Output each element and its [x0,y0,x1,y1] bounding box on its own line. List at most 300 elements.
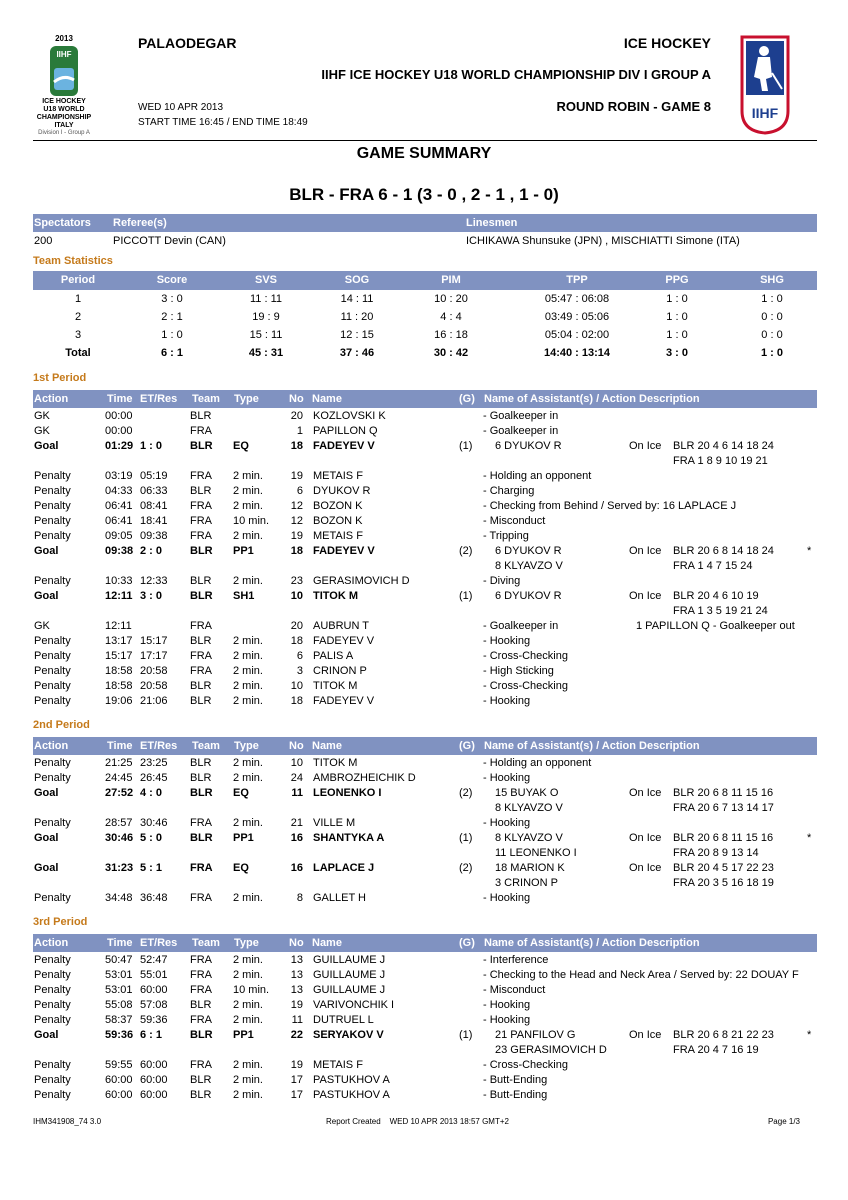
action-cell: BLR [190,575,212,587]
action-cell: 2 min. [233,1074,263,1086]
action-cell: 58:37 [105,1014,133,1026]
action-cell: VARIVONCHIK I [313,999,395,1011]
team-stats-cell: 4 : 4 [440,311,462,323]
action-cell: 8 KLYAVZO V [495,832,563,844]
action-row [33,694,817,709]
action-cell: BLR 20 6 8 14 18 24 [673,545,774,557]
action-row [33,664,817,679]
action-cell: 05:19 [140,470,168,482]
action-cell: FRA [190,1014,212,1026]
action-header-col: No [289,937,304,949]
team-stats-cell: 14:40 : 13:14 [543,347,611,359]
action-row [33,409,817,424]
action-cell: BLR [190,757,212,769]
action-cell: BLR 20 6 8 11 15 16 [673,787,774,799]
action-cell: BLR [190,1089,212,1101]
action-cell: - Checking from Behind / Served by: 16 LAPLACE J [483,500,737,512]
officials-header [33,214,817,232]
team-stats-row [33,326,817,344]
action-cell: PASTUKHOV A [313,1089,390,1101]
action-row [33,484,817,499]
action-cell: 20:58 [140,680,168,692]
action-cell: 2 min. [233,530,263,542]
team-stats-cell: 03:49 : 05:06 [544,311,610,323]
action-cell: BLR [190,832,213,844]
action-cell: FRA [190,984,212,996]
action-cell: METAIS F [313,470,363,482]
action-cell: GUILLAUME J [313,969,386,981]
iihf-logo [738,33,792,135]
action-cell: 53:01 [105,969,133,981]
action-cell: FRA [190,969,212,981]
action-cell: - Cross-Checking [483,1059,568,1071]
action-header-col: Team [192,937,220,949]
action-cell: 60:00 [105,1089,133,1101]
action-cell: - Hooking [483,695,531,707]
action-cell: 2 : 0 [140,545,163,557]
action-cell: 5 : 1 [140,862,163,874]
action-cell: Penalty [34,954,71,966]
score-line: BLR - FRA 6 - 1 (3 - 0 , 2 - 1 , 1 - 0) [289,185,559,204]
action-cell: - Diving [483,575,521,587]
footer-created: Report Created WED 10 APR 2013 18:57 GMT+2 [326,1117,509,1126]
action-cell: Penalty [34,1014,71,1026]
action-header-col: Action [34,740,69,752]
action-header-col: Team [192,740,220,752]
action-table-header [33,390,817,408]
action-header-col: ET/Res [140,740,178,752]
action-cell: 23 GERASIMOVICH D [495,1044,607,1056]
action-row [33,968,817,983]
action-cell: 60:00 [105,1074,133,1086]
action-cell: 60:00 [140,1059,168,1071]
action-row [33,953,817,968]
team-stats-col-2: SVS [254,274,277,286]
action-cell: 8 KLYAVZO V [495,802,563,814]
action-cell: BLR [190,545,213,557]
action-cell: TITOK M [313,590,359,602]
action-cell: 57:08 [140,999,168,1011]
action-cell: On Ice [629,787,662,799]
continuation-row [33,846,817,861]
action-row [33,756,817,771]
team-stats-cell: 19 : 9 [252,311,280,323]
action-cell: Goal [34,832,59,844]
action-cell: 5 : 0 [140,832,163,844]
action-cell: 1 PAPILLON Q - Goalkeeper out [636,620,795,632]
action-cell: 10 min. [233,984,270,996]
action-row [33,891,817,906]
action-header-col: (G) [459,393,475,405]
action-cell: BLR 20 4 6 10 19 [673,590,759,602]
team-stats-cell: 05:47 : 06:08 [544,293,610,305]
team-stats-row [33,308,817,326]
action-cell: 2 min. [233,999,263,1011]
action-cell: * [807,545,812,557]
action-cell: 27:52 [105,787,134,799]
action-cell: FRA [190,515,212,527]
action-cell: BOZON K [313,500,363,512]
action-header-col: Type [234,393,259,405]
team-stats-cell: 0 : 0 [761,311,783,323]
action-cell: GERASIMOVICH D [313,575,410,587]
action-cell: 12 [290,500,303,512]
action-cell: 34:48 [105,892,133,904]
team-stats-cell: 3 : 0 [161,293,183,305]
action-cell: 17:17 [140,650,168,662]
action-cell: - Holding an opponent [483,757,592,769]
action-cell: On Ice [629,832,662,844]
action-cell: 2 min. [233,470,263,482]
action-cell: - Holding an opponent [483,470,592,482]
action-cell: FRA 1 8 9 10 19 21 [673,455,768,467]
action-cell: Penalty [34,500,71,512]
goal-row [33,544,817,559]
goal-row [33,786,817,801]
team-stats-col-6: PPG [665,274,689,286]
action-cell: BLR [190,590,213,602]
action-cell: PP1 [233,545,254,557]
action-cell: 10:33 [105,575,133,587]
logo-year: 2013 [55,34,73,43]
linesmen-value: ICHIKAWA Shunsuke (JPN) , MISCHIATTI Simone (ITA) [466,235,740,247]
action-cell: 8 KLYAVZO V [495,560,563,572]
team-stats-label: Team Statistics [33,255,113,267]
action-cell: GUILLAUME J [313,954,386,966]
action-cell: 50:47 [105,954,133,966]
team-stats-cell: 2 [74,311,82,323]
action-cell: 53:01 [105,984,133,996]
action-cell: PALIS A [313,650,354,662]
action-header-col: Team [192,393,220,405]
action-cell: 55:08 [105,999,133,1011]
action-cell: (1) [459,832,473,844]
action-cell: 18 [290,635,303,647]
sport: ICE HOCKEY [623,35,711,51]
logo-line5: Division I - Group A [38,130,90,136]
action-cell: FRA [190,817,212,829]
action-cell: 06:41 [105,515,133,527]
action-cell: (2) [459,862,473,874]
goal-row [33,589,817,604]
period-label: 1st Period [33,372,87,384]
action-cell: 28:57 [105,817,133,829]
continuation-row [33,1043,817,1058]
action-cell: 13 [290,984,303,996]
action-cell: - Tripping [483,530,529,542]
team-stats-cell: 05:04 : 02:00 [544,329,610,341]
action-cell: CRINON P [313,665,367,677]
action-header-col: No [289,393,304,405]
period-label: 3rd Period [33,916,88,928]
action-cell: 6 : 1 [140,1029,163,1041]
action-cell: Penalty [34,635,71,647]
action-cell: Penalty [34,757,71,769]
action-cell: 20 [290,410,303,422]
team-stats-cell: Total [65,347,91,359]
action-cell: FRA 20 6 7 13 14 17 [673,802,774,814]
action-cell: 10 [290,757,303,769]
action-cell: 2 min. [233,1089,263,1101]
action-cell: SERYAKOV V [313,1029,384,1041]
team-stats-col-1: Score [156,274,188,286]
action-row [33,983,817,998]
action-cell: 2 min. [233,969,263,981]
game-times: START TIME 16:45 / END TIME 18:49 [138,117,308,128]
action-cell: FRA 20 8 9 13 14 [673,847,759,859]
action-cell: 16 [290,862,303,874]
action-cell: 36:48 [140,892,168,904]
action-cell: 17 [290,1089,303,1101]
action-cell: 2 min. [233,772,263,784]
action-cell: VILLE M [313,817,356,829]
action-cell: BLR [190,635,212,647]
action-cell: FRA [190,665,212,677]
action-header-col: (G) [459,740,475,752]
action-cell: - Hooking [483,817,531,829]
action-row [33,679,817,694]
action-header-col: Time [107,740,133,752]
action-cell: (1) [459,590,473,602]
action-row [33,1058,817,1073]
action-cell: GK [34,425,50,437]
action-cell: BLR [190,772,212,784]
action-row [33,771,817,786]
action-cell: 18 [290,695,303,707]
action-cell: 3 [296,665,303,677]
action-cell: 10 min. [233,515,270,527]
action-cell: - Goalkeeper in [483,620,559,632]
action-cell: 19 [290,1059,303,1071]
continuation-row [33,801,817,816]
action-row [33,499,817,514]
action-cell: * [807,1029,812,1041]
action-cell: 6 [296,485,303,497]
officials-header-referees: Referee(s) [113,217,167,229]
action-cell: 21 [290,817,303,829]
action-cell: 31:23 [105,862,134,874]
action-cell: PP1 [233,832,254,844]
officials-row [33,234,817,249]
action-row [33,574,817,589]
team-stats-cell: 1 : 0 [666,329,688,341]
action-table-header [33,737,817,755]
action-cell: 19 [290,999,303,1011]
action-cell: Penalty [34,1059,71,1071]
team-stats-cell: 1 : 0 [161,329,183,341]
action-cell: 59:36 [140,1014,168,1026]
footer-doc-id: IHM341908_74 3.0 [33,1117,102,1126]
continuation-row [33,604,817,619]
team-stats-cell: 16 : 18 [434,329,468,341]
action-cell: - Hooking [483,1014,531,1026]
action-cell: DUTRUEL L [313,1014,374,1026]
action-cell: (2) [459,787,473,799]
action-cell: 2 min. [233,954,263,966]
action-cell: On Ice [629,590,662,602]
action-cell: AMBROZHEICHIK D [313,772,416,784]
action-cell: Penalty [34,665,71,677]
action-cell: 60:00 [140,1074,168,1086]
action-cell: 16 [290,832,303,844]
action-cell: Penalty [34,695,71,707]
action-cell: 60:00 [140,1089,168,1101]
action-cell: Penalty [34,575,71,587]
action-cell: Penalty [34,530,71,542]
action-cell: BLR [190,1029,213,1041]
action-cell: 06:41 [105,500,133,512]
action-row [33,1073,817,1088]
page-title: GAME SUMMARY [356,145,492,162]
action-cell: FADEYEV V [313,440,375,452]
action-table-header [33,934,817,952]
team-stats-cell: 3 [74,329,82,341]
action-cell: 30:46 [140,817,168,829]
action-cell: 30:46 [105,832,134,844]
action-cell: - Goalkeeper in [483,425,559,437]
action-cell: * [807,832,812,844]
team-stats-col-0: Period [60,274,96,286]
championship: IIHF ICE HOCKEY U18 WORLD CHAMPIONSHIP DIV I GROUP A [321,67,711,82]
action-cell: On Ice [629,862,662,874]
team-stats-cell: 1 : 0 [666,293,688,305]
team-stats-cell: 3 : 0 [665,347,688,359]
action-cell: EQ [233,787,249,799]
action-cell: 6 DYUKOV R [495,545,562,557]
action-cell: FRA [190,500,212,512]
action-cell: 13 [290,969,303,981]
action-cell: BLR 20 6 8 21 22 23 [673,1029,774,1041]
action-cell: 01:29 [105,440,134,452]
action-cell: 59:36 [105,1029,134,1041]
officials-header-linesmen: Linesmen [466,217,518,229]
action-cell: 00:00 [105,410,133,422]
action-cell: 12:33 [140,575,168,587]
action-cell: - Goalkeeper in [483,410,559,422]
action-header-col: Name [312,740,342,752]
team-stats-cell: 11 : 11 [249,293,282,305]
header-divider [33,140,817,141]
action-cell: Penalty [34,999,71,1011]
action-cell: - Cross-Checking [483,680,568,692]
action-cell: 23:25 [140,757,168,769]
team-stats-cell: 1 : 0 [666,311,688,323]
team-stats-cell: 6 : 1 [160,347,183,359]
action-header-col: Name of Assistant(s) / Action Description [484,393,700,405]
action-cell: BLR [190,787,213,799]
action-row [33,514,817,529]
action-cell: AUBRUN T [313,620,370,632]
spectators-value: 200 [34,235,53,247]
action-cell: Goal [34,440,59,452]
action-cell: 21:25 [105,757,133,769]
action-cell: BLR [190,680,212,692]
action-header-col: Name [312,937,342,949]
action-cell: Penalty [34,470,71,482]
action-cell: 1 : 0 [140,440,163,452]
action-row [33,619,817,634]
action-cell: PAPILLON Q [313,425,378,437]
action-cell: - Cross-Checking [483,650,568,662]
action-cell: 20 [290,620,303,632]
action-header-col: ET/Res [140,937,178,949]
action-cell: - Misconduct [483,515,546,527]
action-cell: 19:06 [105,695,133,707]
referee-value: PICCOTT Devin (CAN) [113,235,226,247]
action-cell: 3 CRINON P [495,877,558,889]
action-cell: 13 [290,954,303,966]
action-cell: 2 min. [233,635,263,647]
action-cell: 2 min. [233,695,263,707]
action-header-col: Time [107,937,133,949]
action-header-col: (G) [459,937,475,949]
team-stats-cell: 1 : 0 [761,293,783,305]
team-stats-cell: 15 : 11 [249,329,283,341]
action-cell: 13:17 [105,635,133,647]
footer-page: Page 1/3 [767,1117,800,1126]
action-cell: 15:17 [140,635,168,647]
action-header-col: No [289,740,304,752]
action-cell: GK [34,410,50,422]
action-cell: 2 min. [233,485,263,497]
team-stats-cell: 1 [74,293,82,305]
action-cell: EQ [233,440,249,452]
action-cell: LAPLACE J [313,862,375,874]
team-stats-cell: 11 : 20 [340,311,374,323]
action-cell: LEONENKO I [313,787,382,799]
action-cell: METAIS F [313,530,363,542]
action-row [33,1013,817,1028]
action-cell: 11 [291,1014,303,1026]
action-cell: 2 min. [233,1014,263,1026]
action-cell: FRA [190,470,212,482]
action-cell: FRA [190,954,212,966]
action-header-col: ET/Res [140,393,178,405]
action-cell: BLR 20 4 5 17 22 23 [673,862,774,874]
action-cell: 04:33 [105,485,133,497]
action-cell: 2 min. [233,1059,263,1071]
action-cell: Penalty [34,485,71,497]
action-cell: 10 [290,680,303,692]
iihf-logo-text: IIHF [751,105,779,121]
action-cell: - Hooking [483,892,531,904]
logo-line3: CHAMPIONSHIP [36,114,92,121]
action-cell: 2 min. [233,757,263,769]
action-header-col: Type [234,740,259,752]
team-stats-cell: 45 : 31 [248,347,284,359]
action-cell: 2 min. [233,665,263,677]
action-header-col: Name [312,393,342,405]
action-cell: KOZLOVSKI K [313,410,386,422]
game-date: WED 10 APR 2013 [138,102,224,113]
action-cell: 26:45 [140,772,168,784]
action-cell: BLR [190,695,212,707]
action-header-col: Name of Assistant(s) / Action Description [484,740,700,752]
team-stats-row [33,290,817,308]
action-cell: 15 BUYAK O [495,787,559,799]
action-cell: FRA [190,620,212,632]
action-header-col: Action [34,393,69,405]
officials-header-spectators: Spectators [34,217,91,229]
action-cell: - Interference [483,954,549,966]
action-cell: BLR [190,1074,212,1086]
action-cell: FRA [190,892,212,904]
action-cell: 21:06 [140,695,168,707]
action-cell: Penalty [34,817,71,829]
action-cell: 21 PANFILOV G [495,1029,576,1041]
action-cell: METAIS F [313,1059,363,1071]
action-cell: Goal [34,1029,59,1041]
